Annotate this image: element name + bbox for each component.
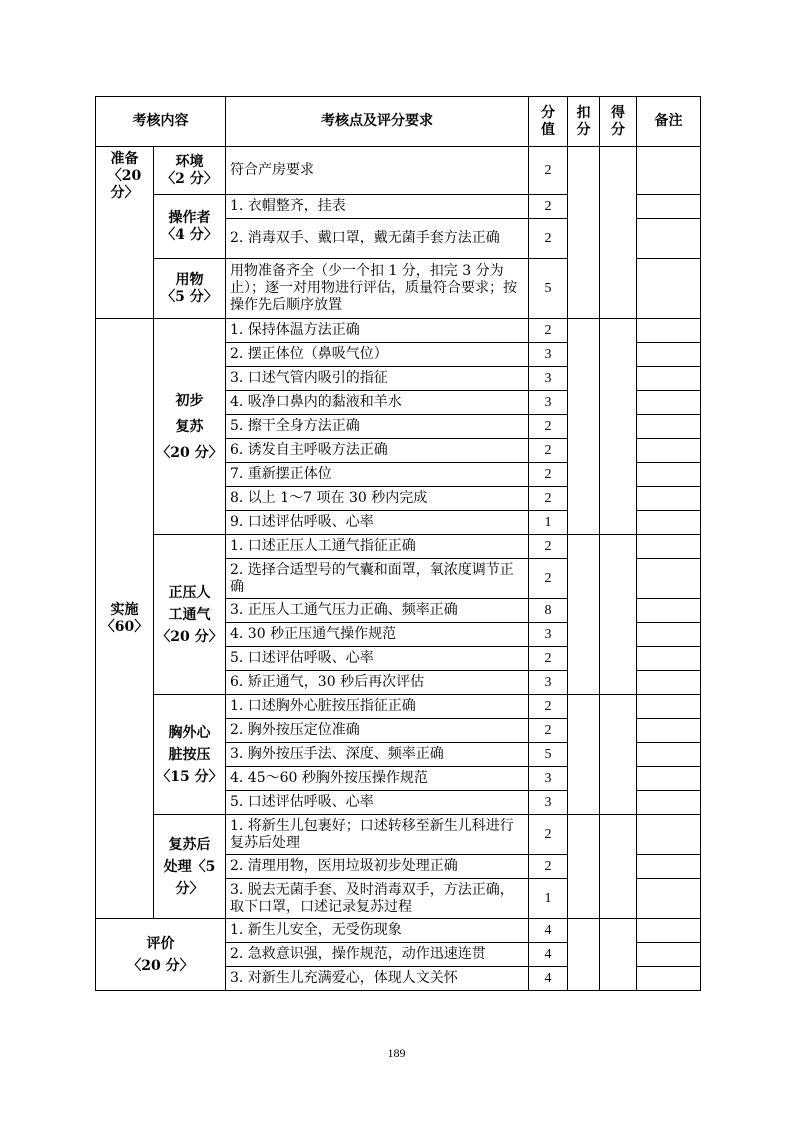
requirement-cell: 1. 保持体温方法正确 <box>226 319 529 343</box>
deduct-cell[interactable] <box>568 919 600 991</box>
requirement-cell: 1. 衣帽整齐，挂表 <box>226 195 529 219</box>
requirement-cell: 9. 口述评估呼吸、心率 <box>226 511 529 535</box>
score-cell: 3 <box>529 391 568 415</box>
remark-cell[interactable] <box>637 367 701 391</box>
remark-cell[interactable] <box>637 487 701 511</box>
deduct-cell[interactable] <box>568 147 600 319</box>
requirement-cell: 5. 口述评估呼吸、心率 <box>226 791 529 815</box>
requirement-cell: 2. 清理用物，医用垃圾初步处理正确 <box>226 855 529 879</box>
subcategory-ventilation: 正压人 工通气 〈20 分〉 <box>154 535 226 695</box>
header-requirements: 考核点及评分要求 <box>226 97 529 147</box>
subcategory-supplies: 用物 〈5 分〉 <box>154 259 226 319</box>
remark-cell[interactable] <box>637 259 701 319</box>
score-cell: 2 <box>529 719 568 743</box>
category-prep: 准备 〈20 分〉 <box>96 147 154 319</box>
remark-cell[interactable] <box>637 647 701 671</box>
requirement-cell: 4. 吸净口鼻内的黏液和羊水 <box>226 391 529 415</box>
score-cell: 2 <box>529 647 568 671</box>
remark-cell[interactable] <box>637 967 701 991</box>
score-cell: 2 <box>529 195 568 219</box>
requirement-cell: 5. 擦干全身方法正确 <box>226 415 529 439</box>
requirement-cell: 1. 新生儿安全，无受伤现象 <box>226 919 529 943</box>
score-cell: 5 <box>529 259 568 319</box>
table-row <box>96 535 701 559</box>
remark-cell[interactable] <box>637 767 701 791</box>
score-cell: 2 <box>529 415 568 439</box>
requirement-cell: 2. 摆正体位（鼻吸气位） <box>226 343 529 367</box>
header-score: 分 值 <box>529 97 568 147</box>
requirement-cell: 3. 胸外按压手法、深度、频率正确 <box>226 743 529 767</box>
score-cell: 5 <box>529 743 568 767</box>
requirement-cell: 3. 正压人工通气压力正确、频率正确 <box>226 599 529 623</box>
header-got: 得 分 <box>600 97 637 147</box>
requirement-cell: 2. 急救意识强，操作规范，动作迅速连贯 <box>226 943 529 967</box>
table-row <box>96 695 701 719</box>
score-cell: 4 <box>529 967 568 991</box>
got-cell[interactable] <box>600 919 637 991</box>
assessment-table <box>95 96 701 991</box>
score-cell: 2 <box>529 319 568 343</box>
remark-cell[interactable] <box>637 319 701 343</box>
requirement-cell: 6. 诱发自主呼吸方法正确 <box>226 439 529 463</box>
score-cell: 4 <box>529 943 568 967</box>
deduct-cell[interactable] <box>568 535 600 695</box>
requirement-cell: 7. 重新摆正体位 <box>226 463 529 487</box>
requirement-cell: 3. 脱去无菌手套、及时消毒双手，方法正确，取下口罩，口述记录复苏过程 <box>226 879 529 919</box>
remark-cell[interactable] <box>637 695 701 719</box>
requirement-cell: 3. 对新生儿充满爱心，体现人文关怀 <box>226 967 529 991</box>
requirement-cell: 2. 选择合适型号的气囊和面罩，氧浓度调节正确 <box>226 559 529 599</box>
remark-cell[interactable] <box>637 343 701 367</box>
remark-cell[interactable] <box>637 439 701 463</box>
requirement-cell: 4. 45～60 秒胸外按压操作规范 <box>226 767 529 791</box>
remark-cell[interactable] <box>637 623 701 647</box>
remark-cell[interactable] <box>637 791 701 815</box>
category-impl: 实施 〈60〉 <box>96 319 154 919</box>
deduct-cell[interactable] <box>568 815 600 919</box>
score-cell: 2 <box>529 559 568 599</box>
score-cell: 3 <box>529 767 568 791</box>
page-number: 189 <box>387 1046 406 1060</box>
remark-cell[interactable] <box>637 671 701 695</box>
score-cell: 3 <box>529 791 568 815</box>
remark-cell[interactable] <box>637 559 701 599</box>
remark-cell[interactable] <box>637 535 701 559</box>
table-row <box>96 815 701 855</box>
header-content: 考核内容 <box>96 97 226 147</box>
subcategory-initial: 初步 复苏 〈20 分〉 <box>154 319 226 535</box>
score-cell: 2 <box>529 147 568 195</box>
table-row <box>96 147 701 195</box>
remark-cell[interactable] <box>637 599 701 623</box>
requirement-cell: 5. 口述评估呼吸、心率 <box>226 647 529 671</box>
requirement-cell: 符合产房要求 <box>226 147 529 195</box>
got-cell[interactable] <box>600 147 637 319</box>
remark-cell[interactable] <box>637 879 701 919</box>
table-row <box>96 919 701 943</box>
score-cell: 2 <box>529 487 568 511</box>
score-cell: 1 <box>529 879 568 919</box>
score-cell: 2 <box>529 439 568 463</box>
requirement-cell: 用物准备齐全（少一个扣 1 分，扣完 3 分为止）；逐一对用物进行评估，质量符合要求；按操作先后顺序放置 <box>226 259 529 319</box>
requirement-cell: 3. 口述气管内吸引的指征 <box>226 367 529 391</box>
score-cell: 3 <box>529 343 568 367</box>
subcategory-compression: 胸外心 脏按压 〈15 分〉 <box>154 695 226 815</box>
remark-cell[interactable] <box>637 147 701 195</box>
remark-cell[interactable] <box>637 511 701 535</box>
remark-cell[interactable] <box>637 195 701 219</box>
score-cell: 2 <box>529 219 568 259</box>
remark-cell[interactable] <box>637 391 701 415</box>
requirement-cell: 1. 口述胸外心脏按压指征正确 <box>226 695 529 719</box>
score-cell: 3 <box>529 367 568 391</box>
score-cell: 2 <box>529 463 568 487</box>
subcategory-post: 复苏后 处理〈5 分〉 <box>154 815 226 919</box>
category-evaluation: 评价 〈20 分〉 <box>96 919 226 991</box>
requirement-cell: 8. 以上 1～7 项在 30 秒内完成 <box>226 487 529 511</box>
deduct-cell[interactable] <box>568 695 600 815</box>
remark-cell[interactable] <box>637 415 701 439</box>
score-cell: 1 <box>529 511 568 535</box>
score-cell: 3 <box>529 623 568 647</box>
requirement-cell: 1. 将新生儿包裹好；口述转移至新生儿科进行复苏后处理 <box>226 815 529 855</box>
header-row <box>96 97 701 147</box>
score-cell: 2 <box>529 535 568 559</box>
remark-cell[interactable] <box>637 743 701 767</box>
score-cell: 4 <box>529 919 568 943</box>
score-cell: 3 <box>529 671 568 695</box>
score-cell: 2 <box>529 695 568 719</box>
subcategory-env: 环境 〈2 分〉 <box>154 147 226 195</box>
score-cell: 8 <box>529 599 568 623</box>
remark-cell[interactable] <box>637 719 701 743</box>
table-row <box>96 319 701 343</box>
requirement-cell: 4. 30 秒正压通气操作规范 <box>226 623 529 647</box>
header-deduct: 扣 分 <box>568 97 600 147</box>
got-cell[interactable] <box>600 319 637 535</box>
requirement-cell: 1. 口述正压人工通气指征正确 <box>226 535 529 559</box>
got-cell[interactable] <box>600 815 637 919</box>
remark-cell[interactable] <box>637 219 701 259</box>
requirement-cell: 2. 消毒双手、戴口罩，戴无菌手套方法正确 <box>226 219 529 259</box>
deduct-cell[interactable] <box>568 319 600 535</box>
got-cell[interactable] <box>600 695 637 815</box>
remark-cell[interactable] <box>637 463 701 487</box>
score-cell: 2 <box>529 855 568 879</box>
got-cell[interactable] <box>600 535 637 695</box>
subcategory-operator: 操作者 〈4 分〉 <box>154 195 226 259</box>
requirement-cell: 2. 胸外按压定位准确 <box>226 719 529 743</box>
remark-cell[interactable] <box>637 943 701 967</box>
score-cell: 2 <box>529 815 568 855</box>
remark-cell[interactable] <box>637 919 701 943</box>
requirement-cell: 6. 矫正通气，30 秒后再次评估 <box>226 671 529 695</box>
remark-cell[interactable] <box>637 815 701 855</box>
header-remark: 备注 <box>637 97 701 147</box>
remark-cell[interactable] <box>637 855 701 879</box>
